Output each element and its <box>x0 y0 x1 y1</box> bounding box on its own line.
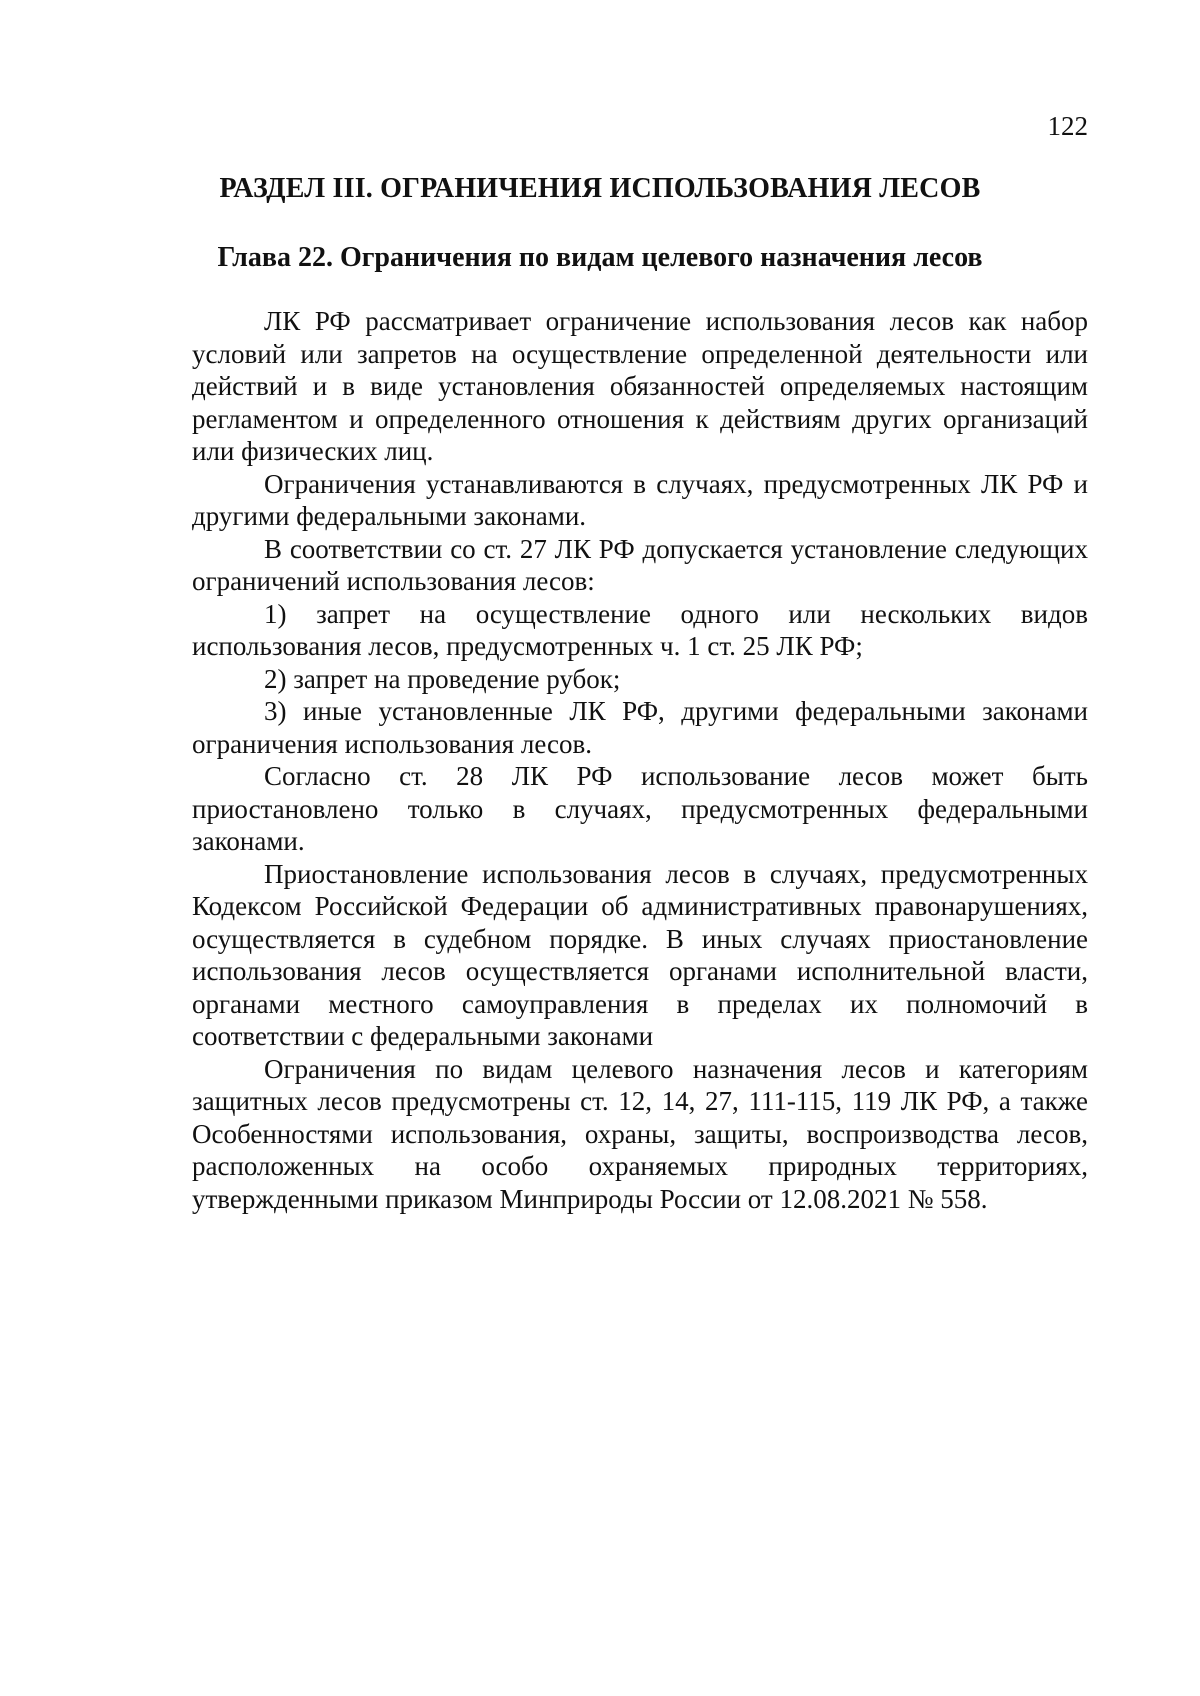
paragraph: Ограничения устанавливаются в случаях, предусмотренных ЛК РФ и другими федеральными законами. <box>192 468 1088 531</box>
section-title: РАЗДЕЛ III. ОГРАНИЧЕНИЯ ИСПОЛЬЗОВАНИЯ ЛЕСОВ <box>219 173 981 204</box>
chapter-title: Глава 22. Ограничения по видам целевого назначения лесов <box>217 242 983 273</box>
paragraph: Согласно ст. 28 ЛК РФ использование лесов может быть приостановлено только в случаях, предусмотренных федеральными законами. <box>192 761 1088 856</box>
paragraph: Приостановление использования лесов в случаях, предусмотренных Кодексом Российской Федерации об административных правонарушениях, осуществляется в судебном порядке. В иных случаях приостановление использования лесов осуществляется органами исполнительной власти, органами местного самоуправления в пределах их полномочий в соответствии с федеральными законами <box>192 858 1088 1051</box>
paragraph: Ограничения по видам целевого назначения лесов и категориям защитных лесов предусмотрены ст. 12, 14, 27, 111-115, 119 ЛК РФ, а также Особенностями использования, охраны, защиты, воспроизводства лесов, расположенных на особо охраняемых природных территориях, утвержденными приказом Минприроды России от 12.08.2021 № 558. <box>192 1053 1088 1214</box>
page-number: 122 <box>1047 111 1088 141</box>
paragraph: ЛК РФ рассматривает ограничение использования лесов как набор условий или запретов на осуществление определенной деятельности или действий и в виде установления обязанностей определяемых настоящим регламентом и определенного отношения к действиям других организаций или физических лиц. <box>192 306 1088 466</box>
list-item: 2) запрет на проведение рубок; <box>264 663 621 694</box>
paragraph: В соответствии со ст. 27 ЛК РФ допускается установление следующих ограничений использования лесов: <box>192 533 1088 596</box>
list-item: 1) запрет на осуществление одного или нескольких видов использования лесов, предусмотренных ч. 1 ст. 25 ЛК РФ; <box>192 598 1088 661</box>
body-text <box>192 305 1088 1215</box>
list-item: 3) иные установленные ЛК РФ, другими федеральными законами ограничения использования лесов. <box>192 696 1088 759</box>
